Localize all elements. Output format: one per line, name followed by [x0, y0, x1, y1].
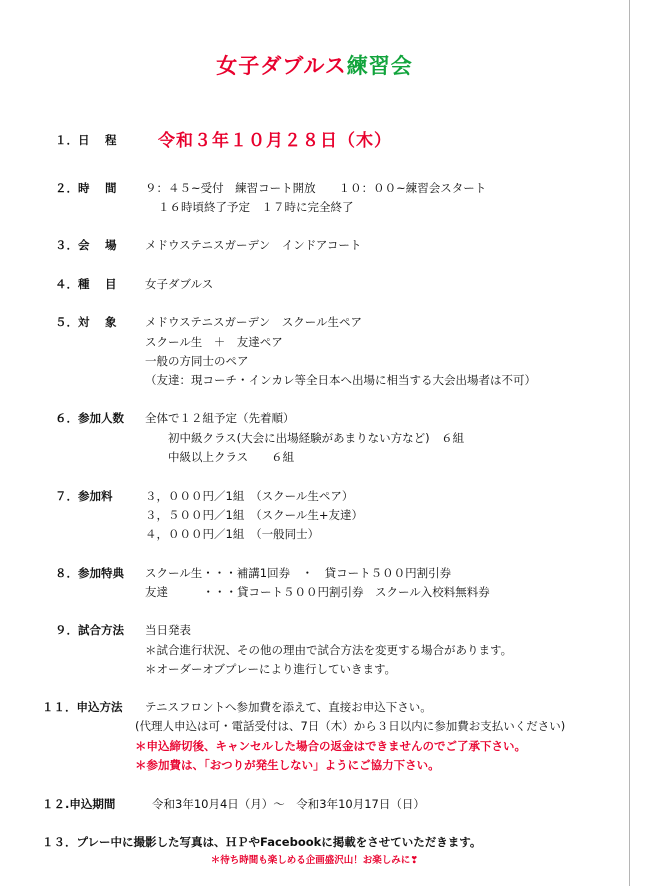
section-9-label: ９．試合方法	[55, 623, 124, 637]
section-9-line1: 当日発表	[145, 623, 191, 637]
section-9-line2: ＊試合進行状況、その他の理由で試合方法を変更する場合があります。	[145, 643, 513, 657]
section-11-label: １１．申込方法	[42, 700, 123, 714]
section-6-line3: 中級以上クラス ６組	[168, 450, 295, 464]
section-2-line2: １６時頃終了予定 １７時に完全終了	[158, 200, 354, 214]
page-border-line	[629, 0, 630, 886]
section-4-label: ４．種 目	[55, 277, 117, 291]
section-8-line2: 友達 ・・・貸コート５００円割引券 スクール入校料無料券	[145, 585, 490, 599]
section-5-line3: 一般の方同士のペア	[145, 354, 249, 368]
section-6-line2: 初中級クラス(大会に出場経験があまりない方など) ６組	[168, 431, 465, 445]
section-7-line2: ３，５００円／1組 （スクール生+友達）	[145, 508, 363, 522]
section-2-line1: ９：４５~受付 練習コート開放 １０：００~練習会スタート	[145, 181, 487, 195]
title-part-red: 女子ダブルス	[216, 54, 347, 78]
footer-note: ＊待ち時間も楽しめる企画盛沢山！お楽しみに❣	[210, 855, 419, 866]
section-3-line1: メドウステニスガーデン インドアコート	[145, 238, 362, 252]
section-5-line1: メドウステニスガーデン スクール生ペア	[145, 315, 363, 329]
section-5-label: ５．対 象	[55, 315, 117, 329]
section-13-text: １３．プレー中に撮影した写真は、ＨＰやFacebookに掲載をさせていただきます。	[42, 835, 482, 849]
section-3-label: ３．会 場	[55, 238, 117, 252]
section-11-change-notice: ＊参加費は、「おつりが発生しない」ようにご協力下さい。	[135, 758, 440, 772]
page-title	[0, 50, 629, 80]
section-7-line3: ４，０００円／1組 （一般同士）	[145, 527, 320, 541]
section-11-line2: (代理人申込は可・電話受付は、7日（木）から３日以内に参加費お支払いください)	[135, 719, 566, 733]
section-5-line2: スクール生 ＋ 友達ペア	[145, 335, 283, 349]
section-4-line1: 女子ダブルス	[145, 277, 214, 291]
section-8-line1: スクール生・・・補講1回券 ・ 貸コート５００円割引券	[145, 566, 452, 580]
section-5-line4: （友達：現コーチ・インカレ等全日本へ出場に相当する大会出場者は不可）	[145, 373, 536, 387]
section-7-label: ７．参加料	[55, 489, 113, 503]
section-1-label: １．日 程	[55, 133, 117, 147]
section-7-line1: ３，０００円／1組 （スクール生ペア）	[145, 489, 354, 503]
section-8-label: ８．参加特典	[55, 566, 124, 580]
event-date: 令和３年１０月２８日（木）	[158, 131, 392, 151]
section-12-label: １２.申込期間	[42, 797, 116, 811]
section-9-line3: ＊オーダーオブプレーにより進行していきます。	[145, 662, 397, 676]
section-6-line1: 全体で１２組予定（先着順）	[145, 411, 295, 425]
section-11-cancel-notice: ＊申込締切後、キャンセルした場合の返金はできませんのでご了承下さい。	[135, 739, 526, 753]
section-6-label: ６．参加人数	[55, 411, 124, 425]
title-part-green: 練習会	[346, 54, 413, 78]
section-2-label: ２．時 間	[55, 181, 117, 195]
section-11-line1: テニスフロントへ参加費を添えて、直接お申込下さい。	[145, 700, 432, 714]
section-12-line1: 令和3年10月4日（月）～ 令和3年10月17日（日）	[152, 797, 425, 811]
